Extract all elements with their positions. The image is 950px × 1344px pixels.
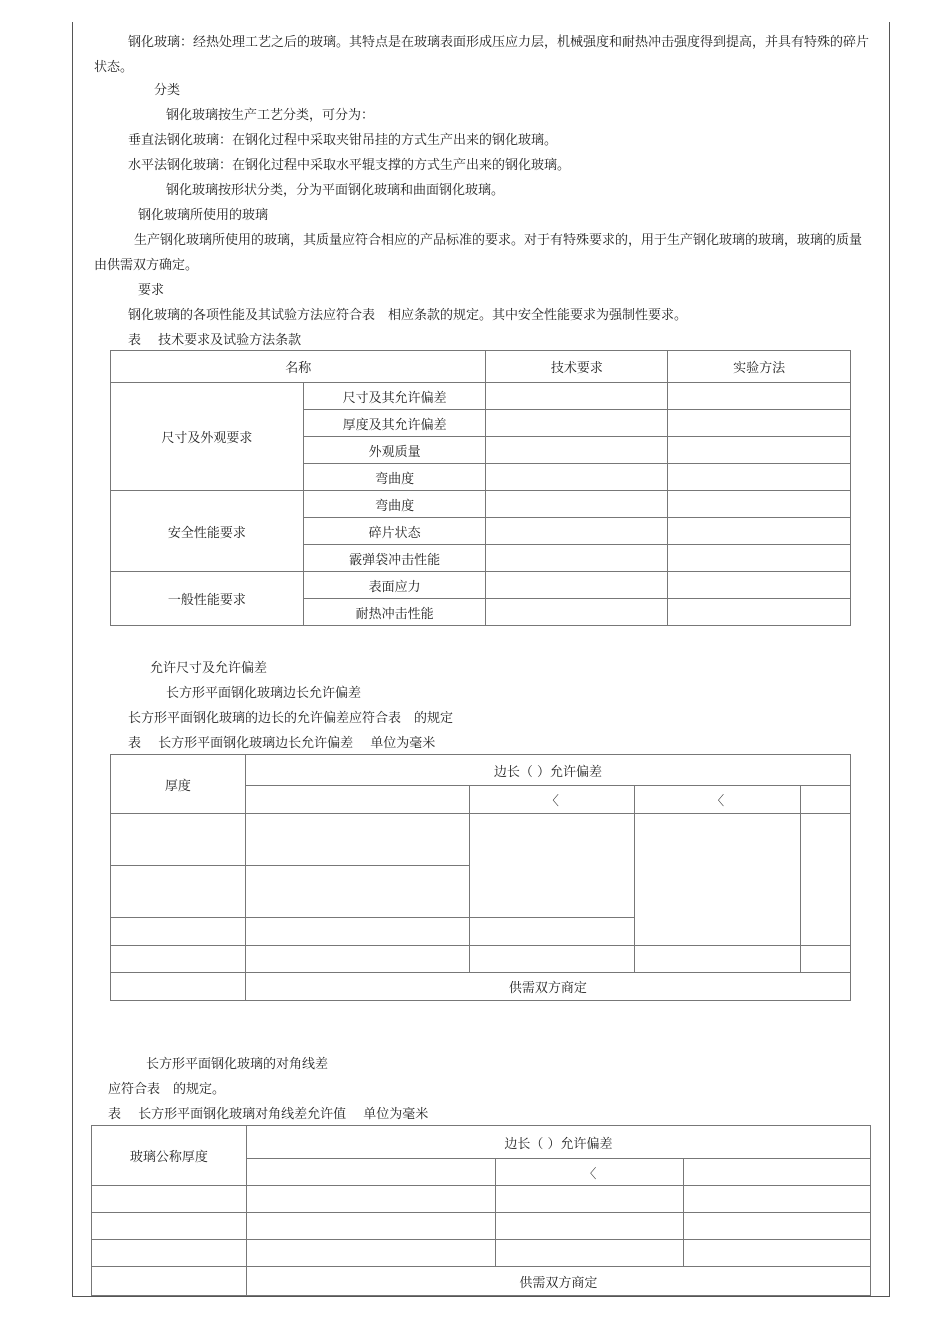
subheader-range	[684, 1159, 871, 1186]
header-test-method: 实验方法	[668, 351, 851, 383]
diagonal-text: 应符合表 的规定。	[108, 1082, 226, 1097]
subheader-range: 〈	[635, 786, 801, 814]
vertical-method-text: 垂直法钢化玻璃：在钢化过程中采取夹钳吊挂的方式生产出来的钢化玻璃。	[128, 133, 558, 148]
edge-deviation-table	[110, 754, 851, 1001]
header-edge-deviation: 边长（ ）允许偏差	[245, 755, 850, 786]
section-heading-diagonal: 长方形平面钢化玻璃的对角线差	[146, 1057, 329, 1072]
table-cell: 弯曲度	[303, 464, 486, 491]
footer-negotiated: 供需双方商定	[246, 1267, 870, 1296]
header-thickness: 厚度	[111, 755, 246, 814]
section-heading-classify: 分类	[154, 83, 181, 98]
header-tech-requirement: 技术要求	[486, 351, 668, 383]
group-safety: 安全性能要求	[111, 491, 304, 572]
subheader-range	[246, 1159, 496, 1186]
table-cell: 尺寸及其允许偏差	[303, 383, 486, 410]
subheader-range	[245, 786, 470, 814]
header-name: 名称	[111, 351, 486, 383]
footer-negotiated: 供需双方商定	[245, 973, 850, 1001]
requirements-text: 钢化玻璃的各项性能及其试验方法应符合表 相应条款的规定。其中安全性能要求为强制性要求。	[128, 308, 688, 323]
requirements-table	[110, 350, 851, 626]
group-dimension-appearance: 尺寸及外观要求	[111, 383, 304, 491]
section-heading-dimensions: 允许尺寸及允许偏差	[150, 661, 268, 676]
diagonal-table	[91, 1125, 871, 1296]
shape-classify-text: 钢化玻璃按形状分类，分为平面钢化玻璃和曲面钢化玻璃。	[166, 183, 505, 198]
section-heading-requirements: 要求	[138, 283, 165, 298]
table-cell: 碎片状态	[303, 518, 486, 545]
definition-paragraph: 钢化玻璃：经热处理工艺之后的玻璃。其特点是在玻璃表面形成压应力层，机械强度和耐热冲击强度得到提高，并具有特殊的碎片状态。	[94, 35, 870, 75]
subsection-heading-edge: 长方形平面钢化玻璃边长允许偏差	[166, 686, 362, 701]
section-heading-glass: 钢化玻璃所使用的玻璃	[138, 208, 269, 223]
classify-process-text: 钢化玻璃按生产工艺分类，可分为：	[166, 108, 375, 123]
header-edge-deviation: 边长（ ）允许偏差	[246, 1126, 870, 1159]
subheader-range: 〈	[470, 786, 635, 814]
table-cell: 霰弹袋冲击性能	[303, 545, 486, 572]
subheader-range	[801, 786, 851, 814]
table-cell: 耐热冲击性能	[303, 599, 486, 626]
table-cell: 表面应力	[303, 572, 486, 599]
table1-caption: 表 技术要求及试验方法条款	[128, 333, 302, 348]
table2-caption: 表 长方形平面钢化玻璃边长允许偏差 单位为毫米	[128, 736, 436, 751]
edge-deviation-text: 长方形平面钢化玻璃的边长的允许偏差应符合表 的规定	[128, 711, 454, 726]
table3-caption: 表 长方形平面钢化玻璃对角线差允许值 单位为毫米	[108, 1107, 429, 1122]
glass-quality-paragraph: 生产钢化玻璃所使用的玻璃，其质量应符合相应的产品标准的要求。对于有特殊要求的，用于生产钢化玻璃的玻璃，玻璃的质量由供需双方确定。	[94, 233, 863, 273]
group-general: 一般性能要求	[111, 572, 304, 626]
header-nominal-thickness: 玻璃公称厚度	[92, 1126, 247, 1186]
table-cell: 外观质量	[303, 437, 486, 464]
horizontal-method-text: 水平法钢化玻璃：在钢化过程中采取水平辊支撑的方式生产出来的钢化玻璃。	[128, 158, 571, 173]
table-cell: 厚度及其允许偏差	[303, 410, 486, 437]
table-cell: 弯曲度	[303, 491, 486, 518]
subheader-range: 〈	[496, 1159, 684, 1186]
